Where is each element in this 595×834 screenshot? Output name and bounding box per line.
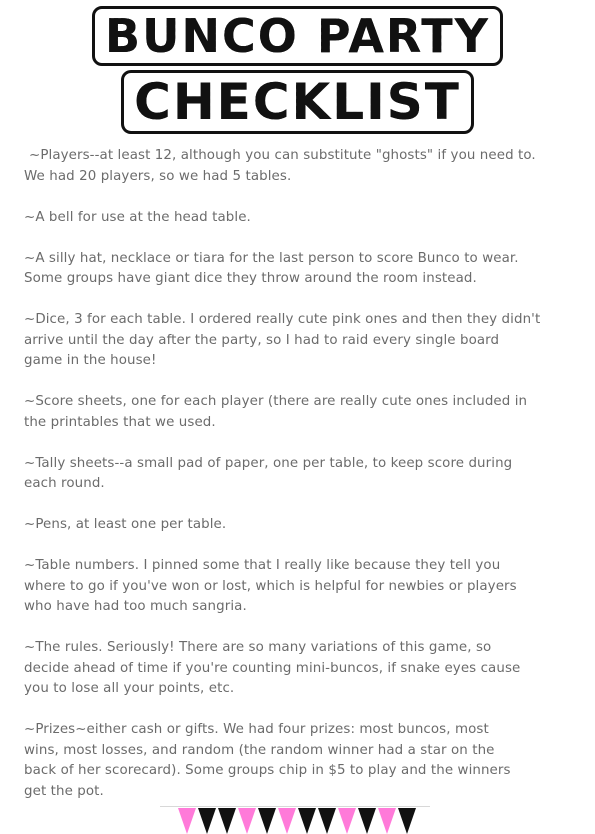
pennant-flag <box>358 808 376 834</box>
checklist-line: ~A bell for use at the head table. <box>24 209 251 225</box>
checklist-line: you to lose all your points, etc. <box>24 681 235 696</box>
checklist-line: the printables that we used. <box>24 414 216 430</box>
pennant-flag <box>298 808 316 834</box>
checklist-line: get the pot. <box>24 783 104 799</box>
checklist-line: ~Dice, 3 for each table. I ordered really cute pink ones and then they didn't <box>24 312 541 327</box>
checklist-line: ~A silly hat, necklace or tiara for the last person to score Bunco to wear. <box>24 250 519 266</box>
checklist-item-players <box>24 146 569 187</box>
checklist-item-score-sheets <box>24 392 569 433</box>
pennant-flag <box>198 808 216 834</box>
title-text-checklist: CHECKLIST <box>121 70 474 134</box>
checklist-line: wins, most losses, and random (the random winner had a star on the <box>24 742 495 758</box>
checklist-line: ~Pens, at least one per table. <box>24 517 227 532</box>
checklist-body <box>24 146 569 823</box>
checklist-item-table-numbers <box>24 556 569 618</box>
checklist-item-pens <box>24 515 569 536</box>
checklist-item-bell <box>24 208 569 229</box>
checklist-line: game in the house! <box>24 353 157 368</box>
bunting-string <box>160 806 430 807</box>
pennant-flag <box>398 808 416 834</box>
checklist-line: ~Tally sheets--a small pad of paper, one per table, to keep score during <box>24 455 513 471</box>
checklist-item-silly-hat <box>24 249 569 290</box>
checklist-line: ~Score sheets, one for each player (there are really cute ones included in <box>24 394 528 409</box>
pennant-bunting-icon <box>160 800 430 833</box>
checklist-item-prizes <box>24 720 569 802</box>
page-title-line-2 <box>0 70 595 134</box>
checklist-line: decide ahead of time if you're counting mini-buncos, if snake eyes cause <box>24 660 521 676</box>
pennant-flag <box>318 808 336 834</box>
pennant-flag <box>218 808 236 834</box>
pennant-flag <box>178 808 196 834</box>
pennant-flag <box>378 808 396 834</box>
checklist-line: arrive until the day after the party, so I had to raid every single board <box>24 332 500 348</box>
checklist-line: ~Players--at least 12, although you can substitute "ghosts" if you need to. <box>29 148 536 163</box>
pennant-flag <box>278 808 296 834</box>
checklist-item-dice <box>24 310 569 372</box>
checklist-line: back of her scorecard). Some groups chip in $5 to play and the winners <box>24 763 511 778</box>
checklist-line: ~Table numbers. I pinned some that I really like because they tell you <box>24 558 501 573</box>
checklist-line: where to go if you've won or lost, which is helpful for newbies or players <box>24 578 517 594</box>
checklist-item-tally-sheets <box>24 454 569 495</box>
checklist-item-rules <box>24 638 569 700</box>
pennant-flag <box>338 808 356 834</box>
checklist-line: ~Prizes~either cash or gifts. We had four prizes: most buncos, most <box>24 722 489 737</box>
pennant-flag <box>258 808 276 834</box>
page-title-line-1 <box>0 6 595 66</box>
checklist-line: ~The rules. Seriously! There are so many variations of this game, so <box>24 640 492 655</box>
checklist-line: We had 20 players, so we had 5 tables. <box>24 168 292 184</box>
checklist-line: who have had too much sangria. <box>24 599 247 614</box>
checklist-line: each round. <box>24 476 105 491</box>
title-text-bunco-party: BUNCO PARTY <box>92 6 503 66</box>
pennant-flag <box>238 808 256 834</box>
checklist-line: Some groups have giant dice they throw around the room instead. <box>24 271 477 286</box>
